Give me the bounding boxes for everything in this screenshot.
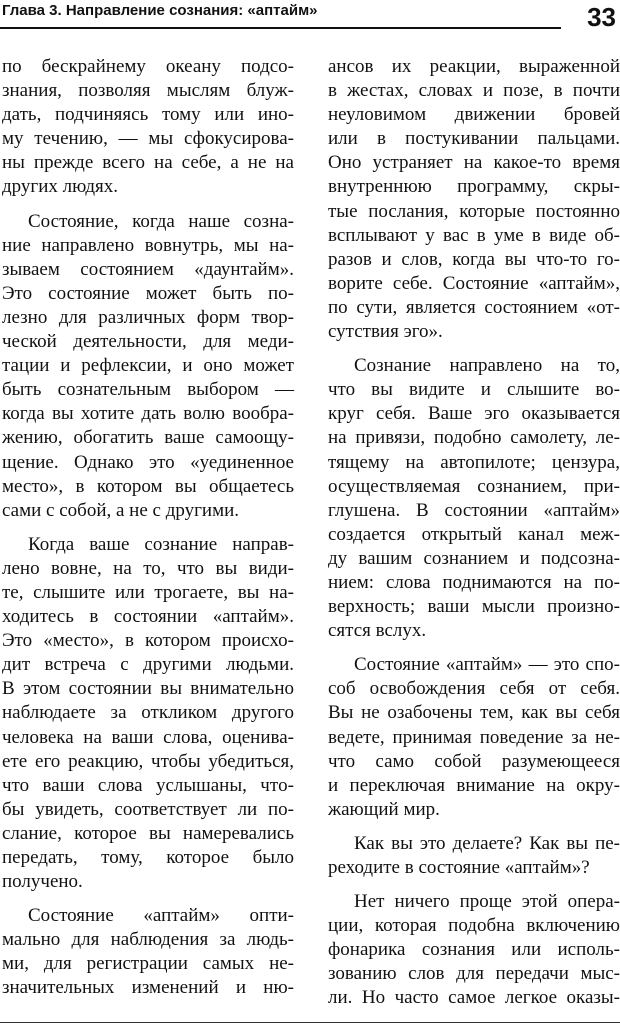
text-line: что само собой разумеющееся (328, 750, 620, 772)
text-line: неуловимом движении бровей (328, 104, 620, 126)
text-line: наблюдаете за откликом другого (2, 702, 294, 724)
text-line: осуществляемая сознанием, при- (328, 475, 620, 497)
text-line: тящему на автопилоте; цензура, (328, 451, 620, 473)
text-line: Состояние «аптайм» опти- (28, 905, 294, 927)
text-line: Это состояние может быть по- (2, 282, 294, 304)
text-line: в жестах, словах и позе, в почти (328, 80, 620, 102)
text-line: Когда ваше сознание направ- (28, 533, 294, 555)
text-line: или в постукивании пальцами. (328, 128, 620, 150)
footer-rule (0, 1022, 620, 1023)
text-line: фонарика сознания или исполь- (328, 939, 620, 961)
paragraph-gap (2, 894, 294, 904)
text-line: зываем состоянием «даунтайм». (2, 258, 294, 280)
text-line: Оно устраняет на какое-то время (328, 152, 620, 174)
text-line: те, слышите или трогаете, вы на- (2, 581, 294, 603)
text-line: ли. Но часто самое легкое оказы- (328, 987, 620, 1009)
text-line: дит встреча с другими людьми. (2, 654, 294, 676)
text-line: всплывают у вас в уме в виде об- (328, 224, 620, 246)
text-line: сутствия эго». (328, 321, 443, 343)
text-line: Нет ничего проще этой опера- (354, 891, 620, 913)
text-line: по бескрайнему океану подсо- (2, 56, 294, 77)
text-line: сами с собой, а не с другими. (2, 499, 240, 521)
text-line: ции, которая подобна включению (328, 915, 620, 937)
text-line: ансов их реакции, выраженной (328, 56, 620, 77)
text-line: разов и слов, когда вы что-то го- (328, 248, 620, 270)
text-line: круг себя. Ваше эго оказывается (328, 403, 620, 425)
text-line: ду вашим сознанием и подсозна- (328, 547, 620, 569)
text-line: ворите себе. Состояние «аптайм», (328, 272, 620, 294)
text-line: Как вы это делаете? Как вы пе- (354, 832, 620, 854)
text-line: по сути, является состоянием «от- (328, 296, 620, 318)
text-line: получено. (2, 871, 83, 893)
text-line: зованию слов для передачи мыс- (328, 963, 620, 985)
text-line: место», в котором вы общаетесь (2, 475, 294, 497)
text-line: слание, которое вы намеревались (2, 822, 294, 844)
text-line: глушена. В состоянии «аптайм» (328, 499, 620, 521)
text-line: жающий мир. (328, 798, 440, 820)
text-line: быть сознательным выбором — (2, 379, 294, 401)
text-line: соб освобождения себя от себя. (328, 678, 620, 700)
text-line: знания, позволяя мыслям блуж- (2, 80, 294, 102)
text-line: ми, для регистрации самых не- (2, 953, 294, 975)
text-line: лезно для различных форм твор- (2, 306, 294, 328)
text-line: бы увидеть, соответствует ли по- (2, 798, 294, 820)
right-text-column (328, 55, 620, 1011)
paragraph-gap (328, 822, 620, 832)
text-line: ны прежде всего на себе, а не на (2, 152, 294, 174)
text-line: Это «место», в котором происхо- (2, 630, 294, 652)
text-line: Вы не озабочены тем, как вы себя (328, 702, 620, 724)
text-line: Состояние «аптайм» — это спо- (354, 654, 620, 676)
text-line: что ваши слова услышаны, чтo- (2, 774, 294, 796)
text-line: ете его реакцию, чтобы убедиться, (2, 750, 294, 772)
chapter-header-title: Глава 3. Направление сознания: «аптайм» (2, 2, 318, 19)
text-line: на привязи, подобно самолету, ле- (328, 427, 620, 449)
text-line: внутреннюю программу, скры- (328, 176, 620, 198)
text-line: щение. Однако это «уединенное (2, 451, 294, 473)
page-number: 33 (587, 2, 616, 32)
text-line: реходите в состояние «аптайм»? (328, 857, 590, 878)
text-line: В этом состоянии вы внимательно (2, 678, 294, 700)
text-line: ходитесь в состоянии «аптайм». (2, 606, 294, 628)
text-line: создается открытый канал меж- (328, 523, 620, 545)
text-line: значительных изменений и ню- (2, 977, 294, 999)
paragraph-gap (328, 880, 620, 890)
text-line: ческой деятельности, для меди- (2, 331, 294, 353)
text-line: человека на ваши слова, оценива- (2, 726, 294, 748)
header-rule (0, 27, 561, 29)
paragraph-gap (2, 523, 294, 533)
text-line: что вы видите и слышите во- (328, 379, 620, 401)
paragraph-gap (2, 200, 294, 210)
text-line: верхность; ваши мысли произно- (328, 596, 620, 618)
text-line: тации и рефлексии, и оно может (2, 355, 294, 377)
text-line: Состояние, когда наше созна- (28, 210, 294, 232)
text-line: передать, тому, которое было (2, 847, 294, 868)
text-line: нием: слова поднимаются на по- (328, 571, 620, 593)
text-line: дать, подчиняясь тому или ино- (2, 104, 294, 126)
text-line: му течению, — мы сфокусирова- (2, 128, 294, 150)
text-line: тые послания, которые постоянно (328, 200, 620, 222)
text-line: жению, обогатить ваше самоощу- (2, 427, 294, 449)
text-line: когда вы хотите дать волю вообра- (2, 403, 294, 425)
text-line: сятся вслух. (328, 620, 427, 642)
left-text-column (2, 55, 294, 1001)
text-line: лено вовне, на то, что вы види- (2, 557, 294, 579)
text-line: других людях. (2, 176, 118, 198)
text-line: мально для наблюдения за людь- (2, 929, 294, 951)
paragraph-gap (328, 643, 620, 653)
text-line: ведете, принимая поведение за не- (328, 726, 620, 748)
text-line: ние направлено вовнутрь, мы на- (2, 234, 294, 256)
text-line: Сознание направлено на то, (354, 355, 620, 377)
paragraph-gap (328, 344, 620, 354)
text-line: и переключая внимание на окру- (328, 774, 620, 796)
